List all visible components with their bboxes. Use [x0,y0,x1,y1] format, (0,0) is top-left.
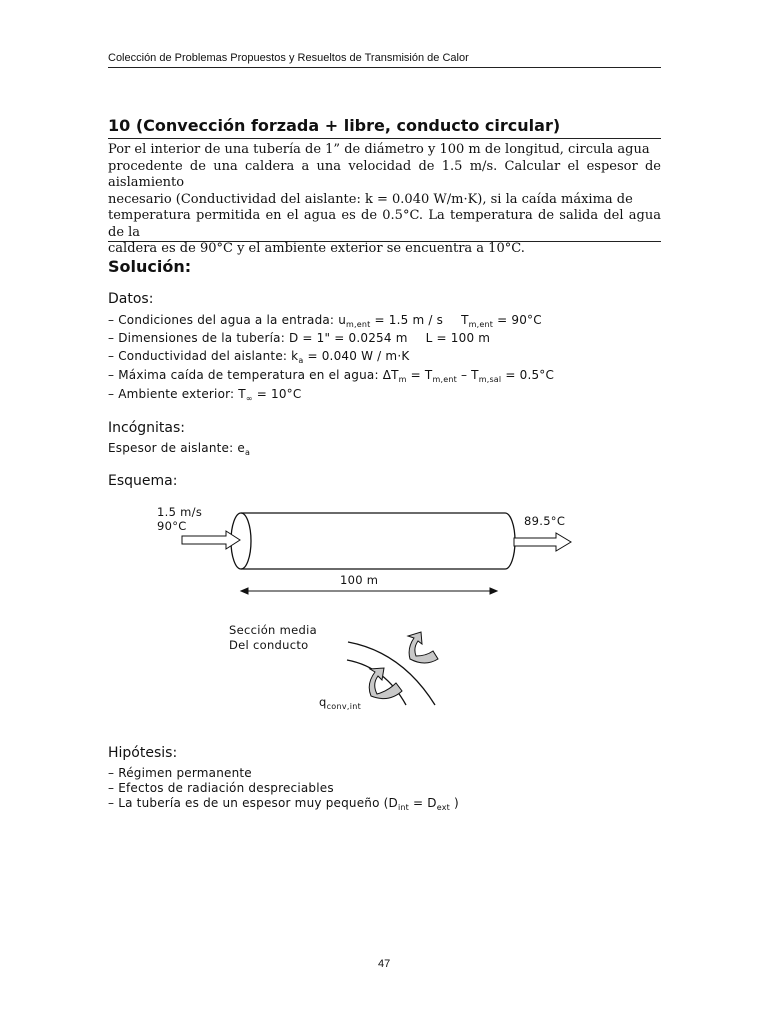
inlet-temp-label: 90°C [157,519,187,533]
dato-conductividad: – Conductividad del aislante: $k_a = 0.040$ W / m·K [108,349,410,365]
outlet-arrow-icon [514,533,571,551]
statement-line: necesario (Conductividad del aislante: k = 0.040 W/m·K), si la caída máxima de [108,191,633,207]
statement-line: procedente de una caldera a una velocidad de 1.5 m/s. Calcular el espesor de aislamiento [108,158,661,190]
heat-flow-arrow-icon [369,632,438,699]
statement-line: Por el interior de una tubería de 1” de diámetro y 100 m de longitud, circula agua [108,142,650,157]
page-number: 47 [378,958,391,970]
statement-line: caldera es de 90°C y el ambiente exterior se encuentra a 10°C. [108,241,525,256]
incognita-espesor: Espesor de aislante: $e_a$ [108,441,251,457]
dato-condiciones: – Condiciones del agua a la entrada: $u_{m,ent} = 1.5$ m / s $T_{m,ent} = 90^\circ C$ [108,313,542,329]
inlet-velocity-label: 1.5 m/s [157,505,203,519]
section-label-2: Del conducto [229,638,309,652]
pipe [231,513,515,569]
statement-line: temperatura permitida en el agua es de 0.5°C. La temperatura de salida del agua de la [108,208,661,240]
hipotesis-item: – Efectos de radiación despreciables [108,781,334,795]
hipotesis-heading: Hipótesis: [108,745,178,761]
q-conv-int-label: $q_{conv,int}$ [319,695,362,711]
hipotesis-item: – Régimen permanente [108,766,252,780]
esquema-heading: Esquema: [108,473,178,489]
length-dimension-line [241,588,497,594]
dato-ambiente: – Ambiente exterior: $T_\infty = 10^\circ C$ [108,387,302,403]
outlet-temp-label: 89.5°C [524,514,566,528]
incognitas-heading: Incógnitas: [108,420,185,436]
datos-heading: Datos: [108,291,154,307]
running-header: Colección de Problemas Propuestos y Resueltos de Transmisión de Calor [108,52,469,64]
solution-heading: Solución: [108,257,192,276]
dato-dimensiones: – Dimensiones de la tubería: D = 1" = 0.0254 m L = 100 m [108,331,491,345]
problem-title: 10 (Convección forzada + libre, conducto circular) [108,116,561,135]
hipotesis-item: – La tubería es de un espesor muy pequeño ($D_{int} = D_{ext}$ ) [108,796,459,812]
length-label: 100 m [340,573,379,587]
dato-caida-temperatura: – Máxima caída de temperatura en el agua: $\Delta T_m = T_{m,ent} - T_{m,sal} = 0.5^\circ C$ [108,368,555,384]
section-label-1: Sección media [229,623,317,637]
